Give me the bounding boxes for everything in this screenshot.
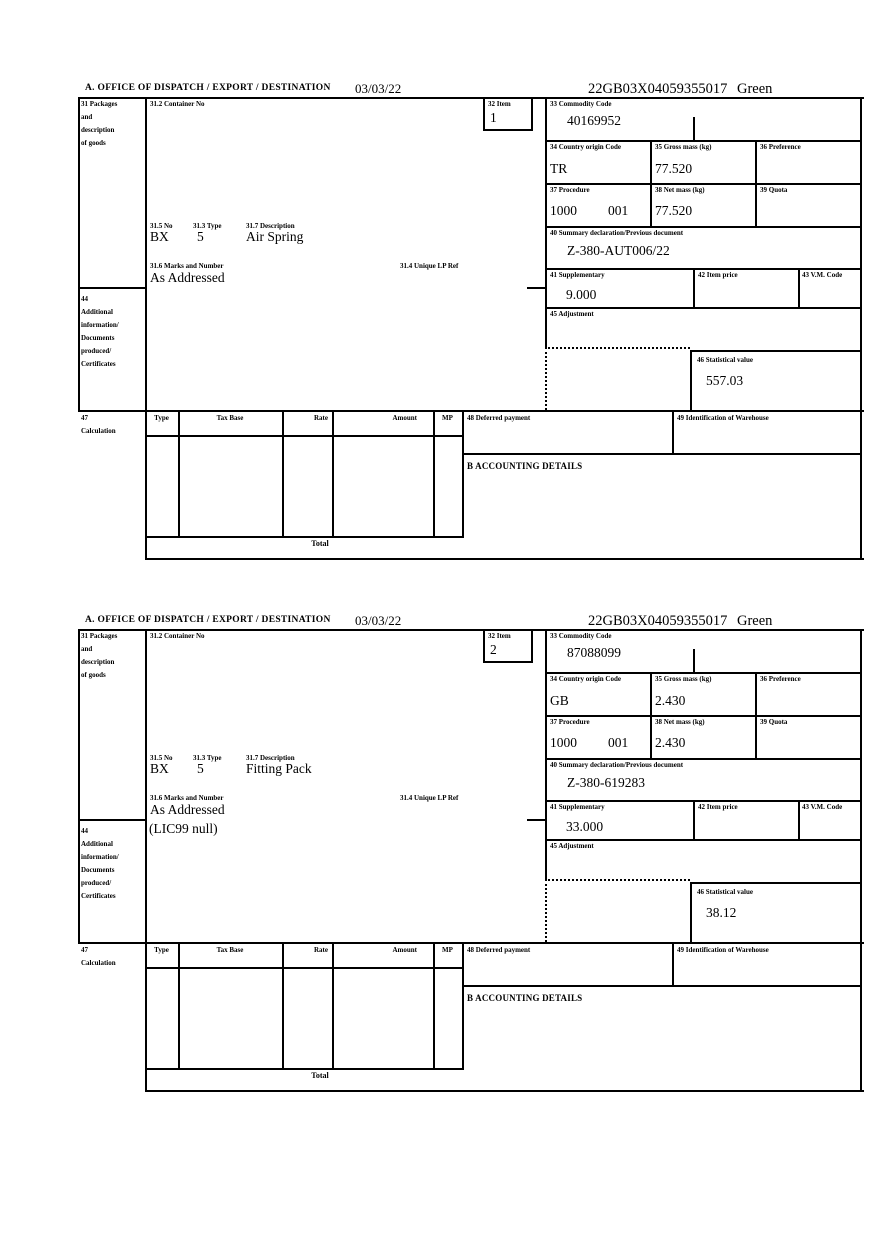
label-35-gross-mass: 35 Gross mass (kg) [655,675,712,683]
value-package-no: BX [150,229,169,244]
divider [78,629,80,944]
divider [462,453,862,455]
label-31-3-type: 31.3 Type [193,754,222,762]
label-31-3-type: 31.3 Type [193,222,222,230]
calc-col-header-type: Type [154,946,169,954]
divider [545,226,862,228]
label-box44-line: Certificates [81,892,116,900]
label-31-4-lp-ref: 31.4 Unique LP Ref [400,262,459,270]
divider [693,649,695,674]
divider [545,183,862,185]
label-total: Total [311,1071,329,1080]
divider [545,758,862,760]
value-38-net-mass: 77.520 [655,203,693,218]
section-a-header: A. OFFICE OF DISPATCH / EXPORT / DESTINATION [85,615,331,625]
value-34-country-origin: TR [550,161,568,176]
divider [860,97,862,560]
label-42-item-price: 42 Item price [698,803,738,811]
value-32-item-number: 2 [490,642,497,657]
divider [145,1068,464,1070]
divider [145,536,464,538]
divider [282,410,284,538]
value-41-supplementary: 33.000 [566,819,604,834]
routing-status: Green [737,613,773,629]
divider [798,268,800,309]
label-46-statistical-value: 46 Statistical value [697,888,753,896]
value-33-commodity-code: 40169952 [567,113,621,128]
divider [690,350,862,352]
value-33-commodity-code: 87088099 [567,645,621,660]
divider [545,672,862,674]
label-box47-line: Calculation [81,959,116,967]
value-40-summary-declaration: Z-380-AUT006/22 [567,243,670,258]
calc-col-header-rate: Rate [314,946,328,954]
value-37-procedure-1: 1000 [550,203,577,218]
divider [462,942,464,1070]
label-49-warehouse: 49 Identification of Warehouse [677,414,769,422]
value-37-procedure-2: 001 [608,203,629,218]
label-box47-line: 47 [81,946,88,954]
divider [282,942,284,1070]
mrn-reference: 22GB03X04059355017 [588,81,728,97]
label-box44-line: Documents [81,334,115,342]
divider [693,800,695,841]
divider [332,942,334,1070]
divider [545,268,862,270]
label-41-supplementary: 41 Supplementary [550,803,605,811]
value-41-supplementary: 9.000 [566,287,597,302]
divider [178,942,180,1070]
divider [78,97,864,99]
label-box31-line: description [81,126,115,134]
label-37-procedure: 37 Procedure [550,186,590,194]
divider [433,942,435,1070]
value-marks-and-number: As Addressed [150,802,225,817]
divider [798,800,800,841]
label-32-item: 32 Item [488,632,511,640]
divider [527,287,545,289]
label-41-supplementary: 41 Supplementary [550,271,605,279]
divider [178,410,180,538]
label-37-procedure: 37 Procedure [550,718,590,726]
divider [145,97,147,560]
value-package-no: BX [150,761,169,776]
label-48-deferred-payment: 48 Deferred payment [467,414,531,422]
calc-col-header-amount: Amount [392,946,417,954]
label-42-item-price: 42 Item price [698,271,738,279]
divider [693,117,695,142]
label-31-7-description: 31.7 Description [246,222,295,230]
label-31-6-marks: 31.6 Marks and Number [150,262,224,270]
label-box47-line: Calculation [81,427,116,435]
divider [545,97,547,349]
label-box31-line: description [81,658,115,666]
value-44-additional-information: (LIC99 null) [149,821,218,836]
label-31-6-marks: 31.6 Marks and Number [150,794,224,802]
dotted-divider [545,879,547,942]
divider [860,629,862,1092]
divider [690,882,692,944]
value-37-procedure-2: 001 [608,735,629,750]
label-45-adjustment: 45 Adjustment [550,842,594,850]
divider [690,882,862,884]
label-40-summary-declaration: 40 Summary declaration/Previous document [550,761,684,769]
label-45-adjustment: 45 Adjustment [550,310,594,318]
label-31-5-no: 31.5 No [150,754,173,762]
label-40-summary-declaration: 40 Summary declaration/Previous document [550,229,684,237]
label-box44-line: 44 [81,827,88,835]
label-box31-line: 31 Packages [81,632,118,640]
divider [145,629,147,1092]
divider [545,715,862,717]
label-31-7-description: 31.7 Description [246,754,295,762]
label-46-statistical-value: 46 Statistical value [697,356,753,364]
label-box31-line: 31 Packages [81,100,118,108]
value-46-statistical-value: 557.03 [706,373,744,388]
value-package-description: Fitting Pack [246,761,312,776]
divider [545,140,862,142]
label-31-2-container-no: 31.2 Container No [150,632,205,640]
calc-col-header-tax-base: Tax Base [216,946,244,954]
divider [78,97,80,412]
label-35-gross-mass: 35 Gross mass (kg) [655,143,712,151]
label-31-2-container-no: 31.2 Container No [150,100,205,108]
divider [545,839,862,841]
calc-col-header-mp: MP [442,414,453,422]
label-box44-line: produced/ [81,347,112,355]
label-total: Total [311,539,329,548]
value-35-gross-mass: 77.520 [655,161,693,176]
value-marks-and-number: As Addressed [150,270,225,285]
calc-col-header-rate: Rate [314,414,328,422]
label-43-vm-code: 43 V.M. Code [802,271,843,279]
divider [145,558,864,560]
divider [78,287,147,289]
divider [650,672,652,760]
calc-col-header-tax-base: Tax Base [216,414,244,422]
label-31-5-no: 31.5 No [150,222,173,230]
label-box31-line: and [81,645,93,653]
divider [527,819,545,821]
divider [145,435,464,437]
label-box31-line: and [81,113,93,121]
label-box44-line: Certificates [81,360,116,368]
divider [650,140,652,228]
label-box44-line: information/ [81,321,119,329]
label-box31-line: of goods [81,671,106,679]
label-box31-line: of goods [81,139,106,147]
divider [78,410,864,412]
value-32-item-number: 1 [490,110,497,125]
divider [755,140,757,228]
divider [78,629,864,631]
label-49-warehouse: 49 Identification of Warehouse [677,946,769,954]
label-36-preference: 36 Preference [760,143,801,151]
value-34-country-origin: GB [550,693,569,708]
divider [78,819,147,821]
label-39-quota: 39 Quota [760,718,788,726]
divider [545,307,862,309]
value-38-net-mass: 2.430 [655,735,686,750]
label-31-4-lp-ref: 31.4 Unique LP Ref [400,794,459,802]
declaration-form-item-1 [0,80,882,562]
divider [672,410,674,455]
divider [332,410,334,538]
label-b-accounting-details: B ACCOUNTING DETAILS [467,993,583,1003]
label-48-deferred-payment: 48 Deferred payment [467,946,531,954]
label-box44-line: produced/ [81,879,112,887]
label-box44-line: information/ [81,853,119,861]
dotted-divider [545,347,690,349]
divider [690,350,692,412]
label-33-commodity-code: 33 Commodity Code [550,100,612,108]
label-34-country-origin: 34 Country origin Code [550,675,621,683]
dotted-divider [545,347,547,410]
divider [145,967,464,969]
declaration-date: 03/03/22 [355,81,402,96]
value-40-summary-declaration: Z-380-619283 [567,775,645,790]
routing-status: Green [737,81,773,97]
divider [433,410,435,538]
label-34-country-origin: 34 Country origin Code [550,143,621,151]
value-package-type: 5 [197,229,204,244]
mrn-reference: 22GB03X04059355017 [588,613,728,629]
divider [672,942,674,987]
label-38-net-mass: 38 Net mass (kg) [655,718,705,726]
section-a-header: A. OFFICE OF DISPATCH / EXPORT / DESTINATION [85,83,331,93]
declaration-form-item-2 [0,612,882,1094]
divider [545,800,862,802]
divider [693,268,695,309]
declaration-date: 03/03/22 [355,613,402,628]
calc-col-header-amount: Amount [392,414,417,422]
divider [78,942,864,944]
label-box44-line: Additional [81,308,113,316]
label-39-quota: 39 Quota [760,186,788,194]
label-box47-line: 47 [81,414,88,422]
value-package-type: 5 [197,761,204,776]
label-38-net-mass: 38 Net mass (kg) [655,186,705,194]
divider [145,1090,864,1092]
dotted-divider [545,879,690,881]
label-box44-line: 44 [81,295,88,303]
divider [462,410,464,538]
value-37-procedure-1: 1000 [550,735,577,750]
label-43-vm-code: 43 V.M. Code [802,803,843,811]
calc-col-header-type: Type [154,414,169,422]
label-b-accounting-details: B ACCOUNTING DETAILS [467,461,583,471]
label-box44-line: Documents [81,866,115,874]
value-46-statistical-value: 38.12 [706,905,737,920]
calc-col-header-mp: MP [442,946,453,954]
label-33-commodity-code: 33 Commodity Code [550,632,612,640]
divider [755,672,757,760]
divider [545,629,547,881]
divider [462,985,862,987]
label-32-item: 32 Item [488,100,511,108]
label-box44-line: Additional [81,840,113,848]
value-package-description: Air Spring [246,229,304,244]
label-36-preference: 36 Preference [760,675,801,683]
value-35-gross-mass: 2.430 [655,693,686,708]
